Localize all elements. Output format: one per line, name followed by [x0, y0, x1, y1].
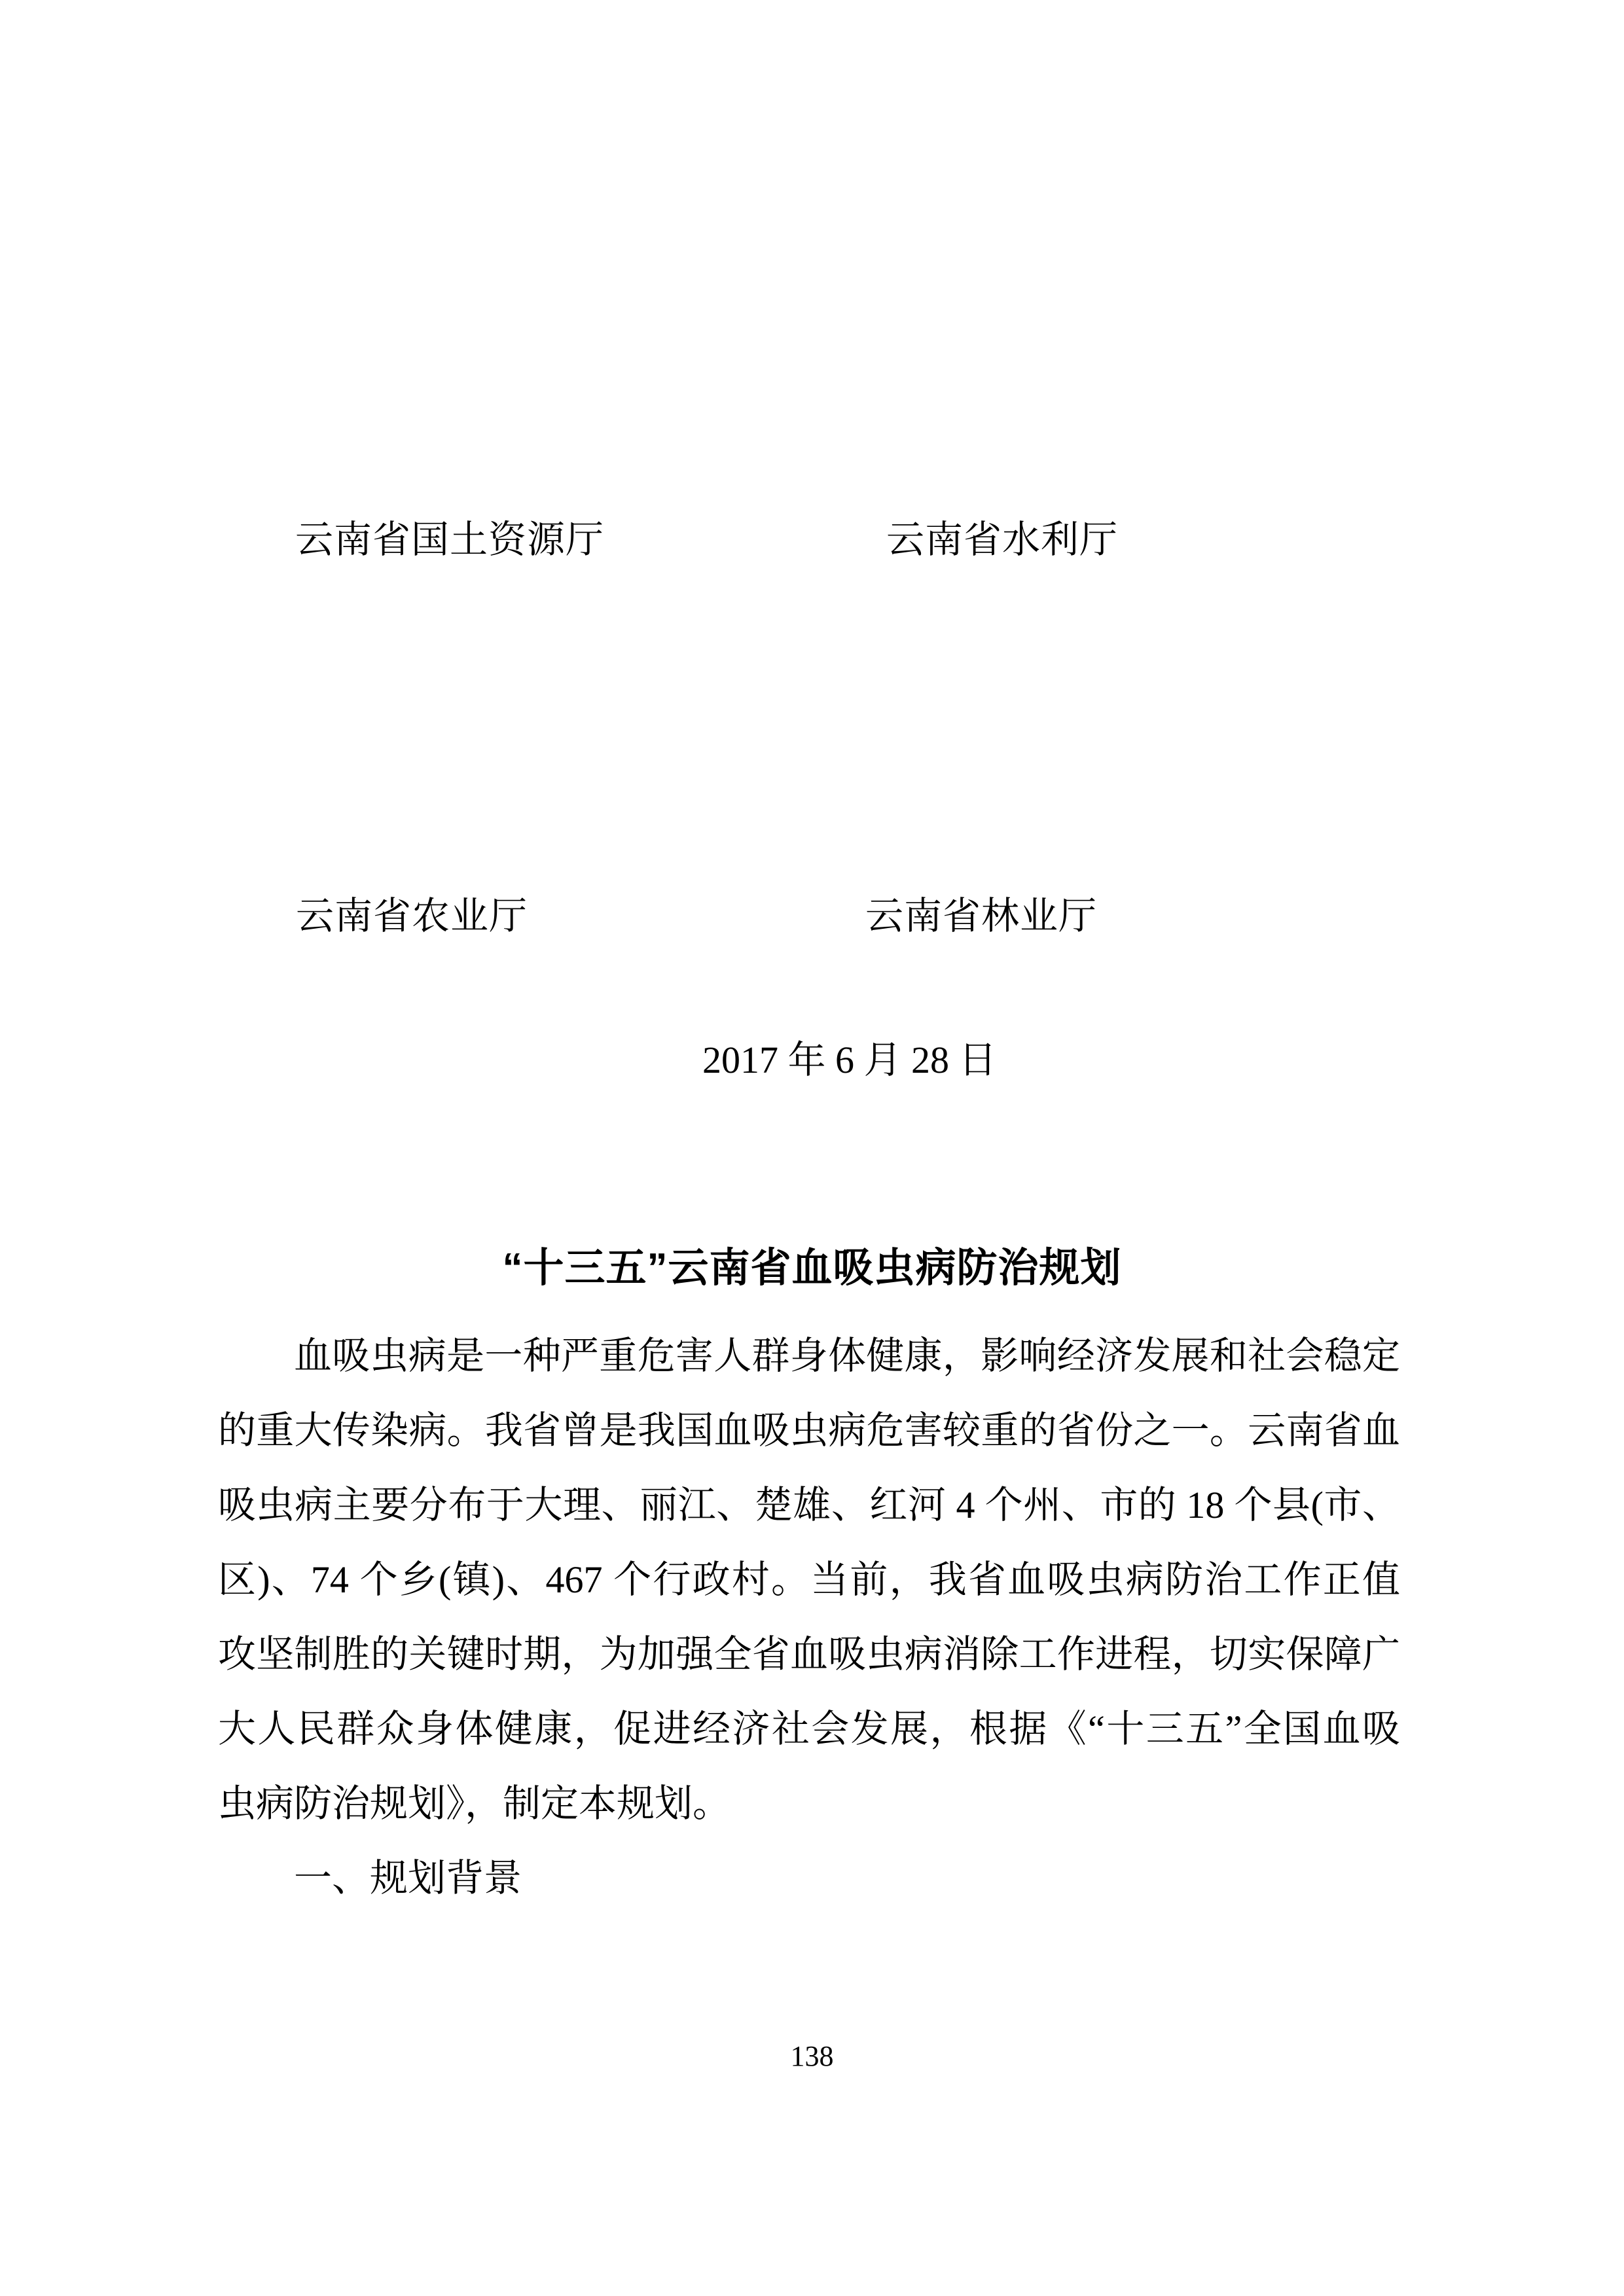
paragraph-line: 的重大传染病。我省曾是我国血吸虫病危害较重的省份之一。云南省血	[218, 1409, 1400, 1452]
paragraph-line: 大人民群众身体健康，促进经济社会发展，根据《“十三五”全国血吸	[218, 1708, 1400, 1750]
paragraph-line: 区)、74 个乡(镇)、467 个行政村。当前，我省血吸虫病防治工作正值	[218, 1558, 1400, 1601]
paragraph-line: 血吸虫病是一种严重危害人群身体健康，影响经济发展和社会稳定	[294, 1335, 1400, 1377]
body-paragraph	[218, 1319, 1400, 1916]
signature-org-water-resources: 云南省水利厅	[886, 518, 1119, 561]
paragraph-line: 吸虫病主要分布于大理、丽江、楚雄、红河 4 个州、市的 18 个县(市、	[218, 1484, 1400, 1526]
signature-org-forestry: 云南省林业厅	[865, 895, 1098, 937]
signature-org-agriculture: 云南省农业厅	[296, 895, 528, 937]
document-date: 2017 年 6 月 28 日	[702, 1039, 997, 1081]
section-heading-planning-background: 一、规划背景	[294, 1857, 522, 1899]
signature-org-land-resources: 云南省国土资源厅	[295, 518, 605, 561]
page-number: 138	[790, 2040, 834, 2072]
paragraph-line: 虫病防治规划》，制定本规划。	[218, 1782, 731, 1825]
paragraph-line: 攻坚制胜的关键时期，为加强全省血吸虫病消除工作进程，切实保障广	[218, 1633, 1400, 1676]
document-title: “十三五”云南省血吸虫病防治规划	[502, 1246, 1122, 1291]
